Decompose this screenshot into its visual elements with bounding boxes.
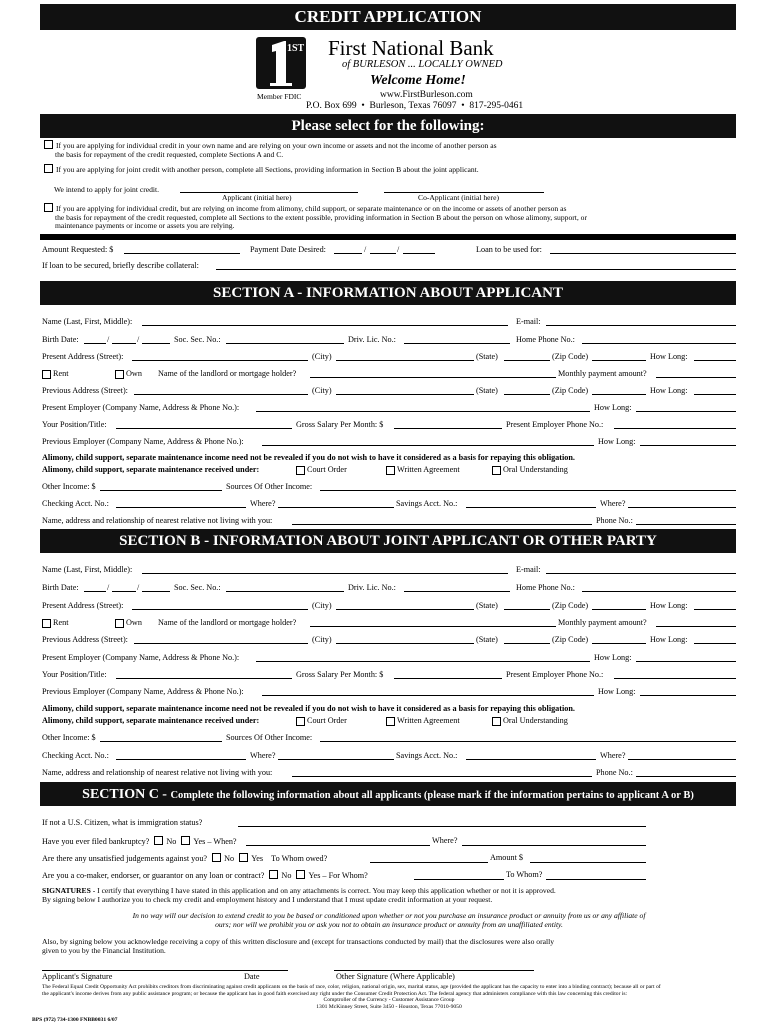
- applicant-state-label: (State): [476, 386, 498, 395]
- bankruptcy-where-field[interactable]: [462, 845, 646, 846]
- judgements-label: Are there any unsatisfied judgements against you?: [42, 854, 208, 863]
- applicant-email-label: E-mail:: [516, 317, 541, 326]
- section-c-title: SECTION C -: [82, 787, 171, 802]
- joint-applicant-ssn-label: Soc. Sec. No.:: [174, 583, 221, 593]
- comaker-question: [42, 870, 368, 881]
- joint-applicant-prev-emp-label: Previous Employer (Company Name, Address & Phone No.):: [42, 687, 244, 697]
- comaker-to-whom-field[interactable]: [546, 879, 646, 880]
- joint-applicant-position-label: Your Position/Title:: [42, 670, 107, 680]
- applicant-present-emp-label: Present Employer (Company Name, Address & Phone No.):: [42, 403, 240, 412]
- applicant-field-line[interactable]: [504, 394, 550, 395]
- applicant-how-long-label: How Long:: [598, 437, 636, 446]
- joint-applicant-sources-label: Sources Of Other Income:: [226, 733, 313, 743]
- citizen-label: If not a U.S. Citizen, what is immigration status?: [42, 818, 203, 827]
- applicant-prev-addr-label: Previous Address (Street):: [42, 386, 128, 395]
- applicant-landlord-label: Name of the landlord or mortgage holder?: [158, 369, 297, 378]
- whom-owed-label: To Whom owed?: [271, 854, 328, 863]
- applicant-field-line[interactable]: [636, 411, 736, 412]
- welcome-text: Welcome Home!: [370, 73, 466, 88]
- joint-applicant-field-line[interactable]: [292, 776, 592, 777]
- joint-applicant-field-line[interactable]: [656, 626, 736, 627]
- joint-applicant-gross-label: Gross Salary Per Month: $: [296, 670, 384, 680]
- bank-tagline: of BURLESON ... LOCALLY OWNED: [342, 59, 503, 70]
- joint-applicant-field-line[interactable]: [112, 591, 136, 592]
- payment-date-slash-1: /: [364, 245, 367, 254]
- applicant-signature-line[interactable]: [42, 970, 288, 971]
- applicant-field-line[interactable]: [292, 524, 592, 525]
- applicant-relative-label: Name, address and relationship of nearest relative not living with you:: [42, 516, 273, 525]
- joint-applicant-zip-label: (Zip Code): [552, 635, 589, 645]
- option-individual-checkbox[interactable]: [44, 140, 53, 149]
- applicant-gross-label: Gross Salary Per Month: $: [296, 420, 384, 429]
- joint-applicant-how-long-label: How Long:: [650, 635, 688, 645]
- judgement-amount-field[interactable]: [530, 862, 646, 863]
- collateral-label: If loan to be secured, briefly describe collateral:: [42, 261, 199, 270]
- joint-applicant-date-slash: /: [137, 583, 140, 593]
- applicant-how-long-label: How Long:: [650, 352, 688, 361]
- applicant-city-label: (City): [312, 352, 332, 361]
- acknowledgement: Also, by signing below you acknowledge receiving a copy of this written disclosure and (except for transactions conducted by mail) that the disclosures were also orally given to you by the Financial Institution.: [42, 937, 555, 955]
- joint-applicant-field-line[interactable]: [636, 776, 736, 777]
- applicant-field-line[interactable]: [504, 360, 550, 361]
- signatures-statement: SIGNATURES - I certify that everything I have stated in this application and on any attachments is correct. You may keep this application whether or not it is approved. By signing below I authorize you to check my credit and employment history and I understand that I must update credit information at your request.: [42, 886, 556, 904]
- joint-applicant-field-line[interactable]: [336, 609, 474, 610]
- joint-applicant-alimony-recv-label: Alimony, child support, separate maintenance received under:: [42, 715, 260, 725]
- joint-applicant-field-line[interactable]: [592, 643, 646, 644]
- joint-applicant-alimony-note-label: Alimony, child support, separate maintenance income need not be revealed if you do not wish to have it considered as a basis for repaying this obligation.: [42, 703, 575, 713]
- joint-applicant-field-line[interactable]: [84, 591, 106, 592]
- joint-applicant-field-line[interactable]: [336, 643, 474, 644]
- joint-applicant-field-line[interactable]: [142, 573, 508, 574]
- joint-applicant-prev-addr-label: Previous Address (Street):: [42, 635, 128, 645]
- applicant-field-line[interactable]: [262, 445, 594, 446]
- applicant-initial-label: Applicant (initial here): [222, 193, 292, 202]
- joint-applicant-landlord-label: Name of the landlord or mortgage holder?: [158, 618, 297, 628]
- joint-applicant-field-line[interactable]: [132, 609, 308, 610]
- option-joint-checkbox[interactable]: [44, 164, 53, 173]
- bankruptcy-no-label: No: [166, 837, 177, 846]
- bankruptcy-when-field[interactable]: [246, 845, 430, 846]
- joint-applicant-field-line[interactable]: [134, 643, 308, 644]
- applicant-field-line[interactable]: [656, 377, 736, 378]
- applicant-field-line[interactable]: [100, 490, 222, 491]
- bank-website[interactable]: www.FirstBurleson.com: [380, 90, 473, 100]
- joint-applicant-field-line[interactable]: [310, 626, 556, 627]
- joint-applicant-home-phone-label: Home Phone No.:: [516, 583, 575, 593]
- judgement-amount-label: Amount $: [490, 853, 523, 862]
- section-a-banner: SECTION A - INFORMATION ABOUT APPLICANT: [40, 281, 736, 305]
- joint-applicant-field-line[interactable]: [636, 661, 736, 662]
- applicant-monthly-label: Monthly payment amount?: [558, 369, 647, 378]
- comaker-label: Are you a co-maker, endorser, or guarantor on any loan or contract?: [42, 871, 265, 880]
- applicant-how-long-label: How Long:: [594, 403, 632, 412]
- joint-applicant-field-line[interactable]: [278, 759, 394, 760]
- judgements-yes-checkbox[interactable]: [239, 853, 248, 862]
- joint-applicant-field-line[interactable]: [394, 678, 502, 679]
- judgements-no-label: No: [224, 854, 235, 863]
- applicant-field-line[interactable]: [636, 524, 736, 525]
- applicant-signature-label: Applicant's Signature: [42, 972, 113, 981]
- applicant-where-label: Where?: [600, 499, 626, 508]
- applicant-field-line[interactable]: [694, 360, 736, 361]
- applicant-field-line[interactable]: [142, 343, 170, 344]
- signatures-title: SIGNATURES: [42, 886, 91, 895]
- amount-requested-field[interactable]: [124, 253, 240, 254]
- joint-applicant-field-line[interactable]: [694, 643, 736, 644]
- bank-logo: [256, 37, 306, 89]
- applicant-checking-label: Checking Acct. No.:: [42, 499, 109, 508]
- applicant-field-line[interactable]: [132, 360, 308, 361]
- option-individual-other-income: If you are applying for individual credit, but are relying on income from alimony, child support, or separate maintenance or on the income or assets of another person as the basis for repayment of the credit requested, complete all Sections to the extent possible, providing information in Section B about the person on whose alimony, support, or maintenance payments or income or assets you are relying.: [44, 203, 734, 231]
- coapplicant-initial-label: Co-Applicant (initial here): [418, 193, 499, 202]
- applicant-field-line[interactable]: [310, 377, 556, 378]
- judgements-yes-label: Yes: [251, 854, 264, 863]
- divider: [40, 234, 736, 240]
- applicant-ssn-label: Soc. Sec. No.:: [174, 335, 221, 344]
- applicant-checkbox[interactable]: [386, 466, 395, 475]
- applicant-field-line[interactable]: [134, 394, 308, 395]
- comaker-yes-label: Yes – For Whom?: [308, 871, 368, 880]
- joint-applicant-city-label: (City): [312, 600, 332, 610]
- applicant-field-line[interactable]: [142, 325, 508, 326]
- whom-owed-field[interactable]: [370, 862, 488, 863]
- joint-applicant-rent-label: Rent: [53, 618, 69, 628]
- bankruptcy-no-checkbox[interactable]: [154, 836, 163, 845]
- applicant-field-line[interactable]: [336, 394, 474, 395]
- applicant-phone-label: Phone No.:: [596, 516, 633, 525]
- joint-applicant-field-line[interactable]: [116, 678, 292, 679]
- applicant-field-line[interactable]: [116, 507, 246, 508]
- applicant-present-addr-label: Present Address (Street):: [42, 352, 124, 361]
- collateral-field[interactable]: [216, 269, 736, 270]
- applicant-date-slash: /: [107, 335, 110, 344]
- applicant-written-label: Written Agreement: [397, 465, 460, 474]
- joint-intent: We intend to apply for joint credit.: [54, 185, 160, 194]
- comaker-for-whom-field[interactable]: [414, 879, 504, 880]
- joint-applicant-checkbox[interactable]: [115, 619, 124, 628]
- joint-applicant-how-long-label: How Long:: [650, 600, 688, 610]
- payment-date-year[interactable]: [403, 253, 435, 254]
- joint-applicant-email-label: E-mail:: [516, 565, 541, 574]
- applicant-field-line[interactable]: [694, 394, 736, 395]
- option-other-income-checkbox[interactable]: [44, 203, 53, 212]
- payment-date-day[interactable]: [370, 253, 396, 254]
- applicant-name-label: Name (Last, First, Middle):: [42, 317, 133, 326]
- joint-applicant-field-line[interactable]: [226, 591, 344, 592]
- applicant-checkbox[interactable]: [42, 370, 51, 379]
- joint-applicant-state-label: (State): [476, 600, 498, 610]
- payment-date-month[interactable]: [334, 253, 362, 254]
- joint-applicant-field-line[interactable]: [546, 573, 736, 574]
- applicant-field-line[interactable]: [546, 325, 736, 326]
- joint-applicant-field-line[interactable]: [256, 661, 590, 662]
- applicant-checkbox[interactable]: [115, 370, 124, 379]
- applicant-oral-label: Oral Understanding: [503, 465, 568, 474]
- applicant-field-line[interactable]: [394, 428, 502, 429]
- joint-applicant-field-line[interactable]: [640, 695, 736, 696]
- bankruptcy-label: Have you ever filed bankruptcy?: [42, 837, 150, 846]
- applicant-field-line[interactable]: [278, 507, 394, 508]
- applicant-state-label: (State): [476, 352, 498, 361]
- joint-applicant-birth-label: Birth Date:: [42, 583, 79, 593]
- applicant-sources-label: Sources Of Other Income:: [226, 482, 313, 491]
- comaker-yes-checkbox[interactable]: [296, 870, 305, 879]
- joint-applicant-city-label: (City): [312, 635, 332, 645]
- bankruptcy-yes-label: Yes – When?: [193, 837, 237, 846]
- payment-date-label: Payment Date Desired:: [250, 245, 326, 254]
- joint-applicant-dl-label: Driv. Lic. No.:: [348, 583, 396, 593]
- applicant-field-line[interactable]: [466, 507, 596, 508]
- joint-applicant-savings-label: Savings Acct. No.:: [396, 750, 458, 760]
- joint-applicant-field-line[interactable]: [592, 609, 646, 610]
- applicant-alimony-recv-label: Alimony, child support, separate maintenance received under:: [42, 465, 260, 474]
- loan-purpose-label: Loan to be used for:: [476, 245, 542, 254]
- payment-date-slash-2: /: [397, 245, 400, 254]
- comaker-no-label: No: [281, 871, 292, 880]
- applicant-home-phone-label: Home Phone No.:: [516, 335, 575, 344]
- joint-applicant-field-line[interactable]: [142, 591, 170, 592]
- joint-applicant-date-slash: /: [107, 583, 110, 593]
- applicant-date-slash: /: [137, 335, 140, 344]
- joint-applicant-checkbox[interactable]: [42, 619, 51, 628]
- applicant-prev-emp-label: Previous Employer (Company Name, Address & Phone No.):: [42, 437, 244, 446]
- logo-text: 1ST: [287, 43, 305, 54]
- joint-applicant-field-line[interactable]: [504, 643, 550, 644]
- applicant-birth-label: Birth Date:: [42, 335, 79, 344]
- section-b-banner: SECTION B - INFORMATION ABOUT JOINT APPLICANT OR OTHER PARTY: [40, 529, 736, 553]
- joint-applicant-relative-label: Name, address and relationship of nearest relative not living with you:: [42, 767, 273, 777]
- signature-date-label: Date: [244, 972, 260, 981]
- joint-applicant-written-label: Written Agreement: [397, 715, 460, 725]
- joint-applicant-field-line[interactable]: [320, 741, 736, 742]
- applicant-other-income-label: Other Income: $: [42, 482, 96, 491]
- applicant-field-line[interactable]: [582, 343, 736, 344]
- bank-name: First National Bank: [328, 36, 494, 60]
- applicant-field-line[interactable]: [336, 360, 474, 361]
- joint-applicant-state-label: (State): [476, 635, 498, 645]
- joint-applicant-present-emp-label: Present Employer (Company Name, Address & Phone No.):: [42, 652, 240, 662]
- applicant-field-line[interactable]: [226, 343, 344, 344]
- joint-applicant-checkbox[interactable]: [492, 717, 501, 726]
- bankruptcy-question: [42, 836, 237, 847]
- joint-applicant-checking-label: Checking Acct. No.:: [42, 750, 109, 760]
- joint-applicant-present-addr-label: Present Address (Street):: [42, 600, 124, 610]
- applicant-field-line[interactable]: [614, 428, 736, 429]
- bankruptcy-yes-checkbox[interactable]: [181, 836, 190, 845]
- joint-applicant-field-line[interactable]: [262, 695, 594, 696]
- joint-applicant-phone-label: Phone No.:: [596, 767, 633, 777]
- applicant-rent-label: Rent: [53, 369, 69, 378]
- applicant-alimony-note-label: Alimony, child support, separate maintenance income need not be revealed if you do not wish to have it considered as a basis for repaying this obligation.: [42, 453, 575, 462]
- applicant-dl-label: Driv. Lic. No.:: [348, 335, 396, 344]
- applicant-field-line[interactable]: [112, 343, 136, 344]
- applicant-checkbox[interactable]: [492, 466, 501, 475]
- joint-applicant-where-label: Where?: [250, 750, 276, 760]
- applicant-savings-label: Savings Acct. No.:: [396, 499, 458, 508]
- insurance-disclosure: In no way will our decision to extend credit to you be based or conditioned upon whether or not you purchase an insurance product or annuity from us or any affiliate of ours; nor will we prohibit you or ask you not to obtain an insurance product or annuity from an unaffiliated entity.: [132, 911, 646, 929]
- applicant-field-line[interactable]: [404, 343, 510, 344]
- joint-applicant-how-long-label: How Long:: [594, 652, 632, 662]
- applicant-field-line[interactable]: [628, 507, 736, 508]
- applicant-zip-label: (Zip Code): [552, 352, 589, 361]
- select-banner: Please select for the following:: [40, 114, 736, 138]
- ecoa-notice: The Federal Equal Credit Opportunity Act prohibits creditors from discriminating against credit applicants on the basis of race, color, religion, national origin, sex, marital status, age (provided the applicant has the capacity to enter into a binding contract); because all or part of the applicant's income derives from any public assistance program; or because the applicant has in good faith exercised any right under the Consumer Credit Protection Act. The federal agency that administers compliance with this law concerning this creditor is: Comptroller of the Currency - Customer Assistance Group 1301 McKinney Street, Suite 3450 - Houston, Texas 77010-9050: [42, 984, 661, 1010]
- option-individual: If you are applying for individual credit in your own name and are relying on your own income or assets and not the income of another person as the basis for repayment of the credit requested, complete Sections A and C.: [44, 140, 734, 159]
- applicant-position-label: Your Position/Title:: [42, 420, 107, 429]
- joint-applicant-checkbox[interactable]: [296, 717, 305, 726]
- other-signature-line[interactable]: [334, 970, 534, 971]
- joint-applicant-field-line[interactable]: [116, 759, 246, 760]
- joint-applicant-field-line[interactable]: [614, 678, 736, 679]
- applicant-field-line[interactable]: [592, 394, 646, 395]
- applicant-field-line[interactable]: [116, 428, 292, 429]
- applicant-field-line[interactable]: [640, 445, 736, 446]
- applicant-own-label: Own: [126, 369, 142, 378]
- judgements-no-checkbox[interactable]: [212, 853, 221, 862]
- citizen-field[interactable]: [238, 826, 646, 827]
- other-signature-label: Other Signature (Where Applicable): [336, 972, 455, 981]
- joint-applicant-oral-label: Oral Understanding: [503, 715, 568, 725]
- bankruptcy-where-label: Where?: [432, 836, 458, 845]
- comaker-no-checkbox[interactable]: [269, 870, 278, 879]
- applicant-emp-phone-label: Present Employer Phone No.:: [506, 420, 604, 429]
- joint-applicant-name-label: Name (Last, First, Middle):: [42, 565, 133, 574]
- member-fdic: Member FDIC: [257, 92, 302, 101]
- option-joint: If you are applying for joint credit with another person, complete all Sections, providing information in Section B about the joint applicant.: [44, 164, 734, 175]
- joint-applicant-emp-phone-label: Present Employer Phone No.:: [506, 670, 604, 680]
- joint-applicant-own-label: Own: [126, 618, 142, 628]
- joint-applicant-where-label: Where?: [600, 750, 626, 760]
- applicant-zip-label: (Zip Code): [552, 386, 589, 395]
- joint-applicant-field-line[interactable]: [100, 741, 222, 742]
- joint-applicant-checkbox[interactable]: [386, 717, 395, 726]
- amount-requested-label: Amount Requested: $: [42, 245, 114, 254]
- joint-applicant-field-line[interactable]: [628, 759, 736, 760]
- applicant-how-long-label: How Long:: [650, 386, 688, 395]
- applicant-city-label: (City): [312, 386, 332, 395]
- section-c-banner: [40, 782, 736, 806]
- applicant-where-label: Where?: [250, 499, 276, 508]
- joint-applicant-field-line[interactable]: [582, 591, 736, 592]
- joint-applicant-court-label: Court Order: [307, 715, 347, 725]
- applicant-field-line[interactable]: [592, 360, 646, 361]
- joint-applicant-monthly-label: Monthly payment amount?: [558, 618, 647, 628]
- loan-purpose-field[interactable]: [550, 253, 736, 254]
- joint-applicant-field-line[interactable]: [694, 609, 736, 610]
- joint-applicant-field-line[interactable]: [466, 759, 596, 760]
- joint-applicant-field-line[interactable]: [504, 609, 550, 610]
- joint-applicant-field-line[interactable]: [404, 591, 510, 592]
- joint-applicant-other-income-label: Other Income: $: [42, 733, 96, 743]
- joint-applicant-zip-label: (Zip Code): [552, 600, 589, 610]
- applicant-field-line[interactable]: [256, 411, 590, 412]
- bank-address: P.O. Box 699 • Burleson, Texas 76097 • 817-295-0461: [306, 101, 524, 111]
- title-banner: CREDIT APPLICATION: [40, 4, 736, 30]
- form-code: BPS (972) 734-1300 FNBB0031 6/07: [32, 1017, 118, 1023]
- applicant-checkbox[interactable]: [296, 466, 305, 475]
- applicant-field-line[interactable]: [320, 490, 736, 491]
- section-c-subtitle: Complete the following information about all applicants (please mark if the information pertains to applicant A or B): [170, 790, 694, 801]
- joint-applicant-how-long-label: How Long:: [598, 687, 636, 697]
- applicant-court-label: Court Order: [307, 465, 347, 474]
- comaker-to-whom-label: To Whom?: [506, 870, 543, 879]
- judgements-question: [42, 853, 327, 864]
- applicant-field-line[interactable]: [84, 343, 106, 344]
